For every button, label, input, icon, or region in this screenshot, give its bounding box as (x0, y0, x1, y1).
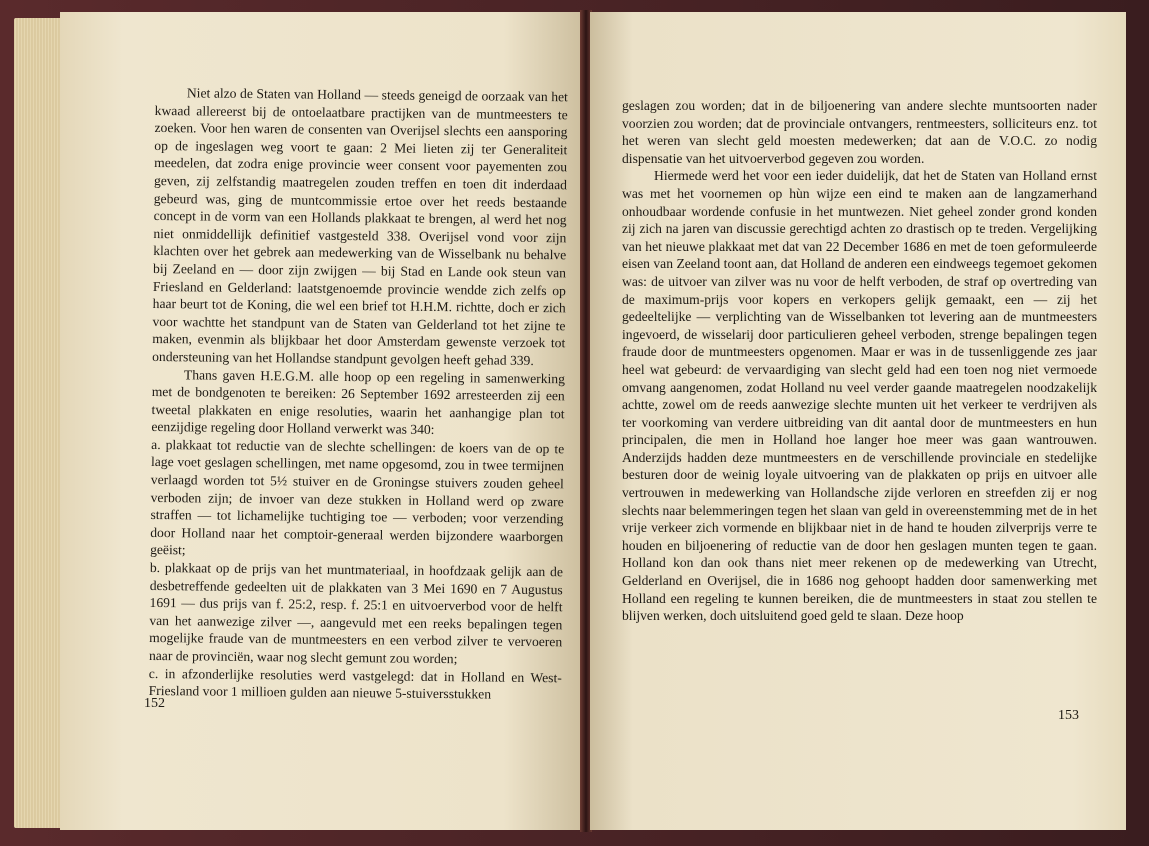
list-item: a. plakkaat tot reductie van de slechte schellingen: de koers van de op te lage voet geslagen schellingen, met name opgesomd, zou in twee termijnen verlaagd worden tot 5½ stuiver en de Groningse stuivers zouden geheel verboden zijn; de invoer van deze stukken in Holland werd op zware straffen — tot lichamelijke tuchtiging toe — verboden; voor verzending door Holland naar het comptoir-generaal werden bijzondere waarborgen geëist; (150, 436, 565, 558)
paragraph: geslagen zou worden; dat in de biljoenering van andere slechte muntsoorten nader voorzien zou worden; dat de provinciale ontvangers, rentmeesters, solliciteurs enz. tot het weren van slecht geld moesten medewerken; dat aan de V.O.C. zo nodig dispensatie van het uitvoerverbod gegeven zou worden. (622, 98, 1097, 166)
paragraph: Thans gaven H.E.G.M. alle hoop op een regeling in samenwerking met de bondgenoten te bereiken: 26 September 1692 arresteerden zij een tweetal plakkaten en enige resoluties, waarin het aanhangige plan tot eenzijdige regeling door Holland verwerkt was 340: (151, 366, 566, 438)
right-page (590, 12, 1126, 830)
paragraph: Hiermede werd het voor een ieder duidelijk, dat het de Staten van Holland ernst was met het voornemen op hùn wijze een eind te maken aan de langzamerhand onhoudbaar wordende confusie in het muntwezen. Niet geheel zonder grond konden zij zich na jaren van discussie gerechtigd achten zo drastisch op te treden. Vergelijking van het nieuwe plakkaat met dat van 22 December 1686 en met de toen geformuleerde eisen van Zeeland toont aan, dat Holland de anderen een eindweegs tegemoet gekomen was: de uitvoer van zilver was nu voor de helft verboden, de straf op overtreding van de maximum-prijs voor kopers en verkopers gelijk gemaakt, een — zij het gedeeltelijke — verplichting van de Wisselbanken tot levering aan de muntmeesters ingevoerd, de wisselarij door particulieren geheel verboden, strenge bepalingen tegen fraude door de muntmeesters opgenomen. Maar er was in de tussenliggende zes jaar heel wat gebeurd: de vervaardiging van slecht geld had een toen nog niet vermoede omvang aangenomen, zodat Holland nu veel verder gaande maatregelen noodzakelijk achtte, zowel om de reeds aanwezige slechte munten uit het verkeer te verdrijven als ter voorkoming van verdere uitbreiding van dit aantal door de muntmeesters en hun principalen, die men in Holland hoe langer hoe meer was gaan wantrouwen. Anderzijds hadden deze muntmeesters en de verschillende provinciale en stedelijke besturen door de weinig loyale uitvoering van de plakkaten op prijs en uitvoer alle vertrouwen in medewerking van Hollandsche zijde verloren en streefden zij er nog slechts naar belemmeringen tegen het slaan van geld in overeenstemming met de in het vrije verkeer zich vormende en blijkbaar niet in de hand te houden zilverprijs verre te houden en biljoenering of reductie van de door hen geslagen munten tegen te gaan. Holland kon dan ook thans niet meer rekenen op de medewerking van Utrecht, Gelderland en Overijsel, die in 1686 nog gehoopt hadden door samenwerking met Holland een regeling te kunnen bereiken, die de muntmeesters in staat zou stellen te blijven werken, doch uitsluitend goed geld te slaan. Deze hoop (622, 168, 1097, 624)
list-item: b. plakkaat op de prijs van het muntmateriaal, in hoofdzaak gelijk aan de desbetreffende gedeelten uit de plakkaten van 3 Mei 1690 en 7 Augustus 1691 — dus prijs van f. 25:2, resp. f. 25:1 en uitvoerverbod voor de helft van het aanwezige zilver —, aangevuld met een reeks bepalingen tegen mogelijke fraude van de muntmeesters en een verbod zilver te vervoeren naar de provinciën, waar nog slecht gemunt zou worden; (148, 560, 563, 667)
page-number-left: 152 (144, 696, 165, 711)
left-page (60, 12, 582, 830)
page-number-right: 153 (1058, 708, 1079, 723)
right-page-text (622, 97, 1097, 625)
list-item: c. in afzonderlijke resoluties werd vastgelegd: dat in Holland en West-Friesland voor 1 millioen gulden aan nieuwe 5-stuiversstukken (148, 665, 562, 702)
paragraph: Niet alzo de Staten van Holland — steeds geneigd de oorzaak van het kwaad allereerst bij de ontoelaatbare practijken van de muntmeesters te zoeken. Voor hen waren de consenten van Overijsel slechts een aansporing op de ingeslagen weg voort te gaan: 2 Mei lieten zij ter Generaliteit meedelen, dat zodra enige provincie weer consent voor payementen zou geven, zij zelfstandig maatregelen zouden treffen en toen dit inderdaad gebeurd was, ging de muntcommissie ertoe over het reeds bestaande concept in de vorm van een Hollands plakkaat te brengen, al werd het nog niet onmiddellijk definitief vastgesteld 338. Overijsel vond voor zijn klachten over het gebrek aan medewerking van de Wisselbank nu behalve bij Zeeland en — door zijn zwijgen — bij Stad en Lande ook steun van Friesland en Gelderland: laatstgenoemde provincie wendde zich zelfs op haar beurt tot de Koning, die wel een brief tot H.H.M. richtte, doch er zich voor wachtte het standpunt van de Staten van Gelderland tot het zijne te maken, evenmin als blijkbaar het door Amsterdam gewenste verzoek tot ondersteuning van het Hollandse standpunt gevolgen heeft gehad 339. (152, 85, 568, 368)
left-page-text (149, 84, 568, 704)
